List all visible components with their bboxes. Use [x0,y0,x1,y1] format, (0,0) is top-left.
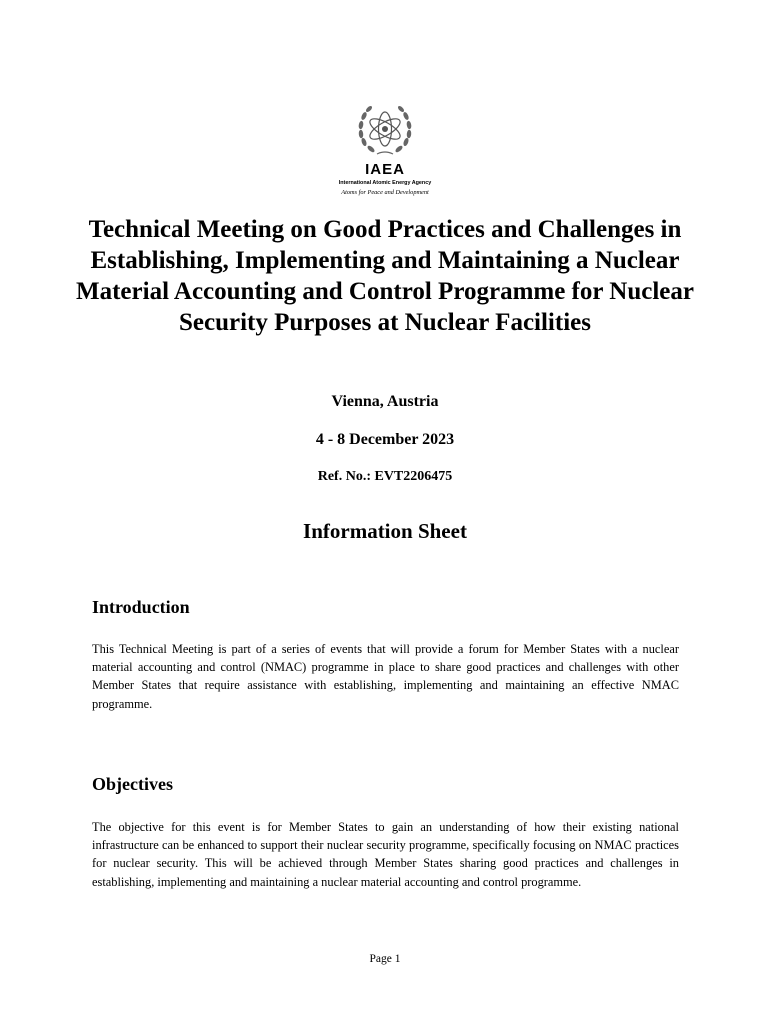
document-type-heading: Information Sheet [303,519,467,543]
meeting-dates: 4 - 8 December 2023 [315,431,455,448]
section-heading-objectives: Objectives [92,774,173,794]
section-body-objectives: The objective for this event is for Member States to gain an understanding of how their existing national infrastructure can be enhanced to support their nuclear security programme, specifically focusing on NMAC practices for nuclear security. This will be achieved through Member States sharing good practices and challenges in establishing, implementing and maintaining a nuclear material accounting and control programme. [92,820,679,889]
page-number: Page 1 [369,953,401,965]
section-body-introduction: This Technical Meeting is part of a series of events that will provide a forum for Member States with a nuclear material accounting and control (NMAC) programme in place to share good practices and challenges with other Member States that require assistance with establishing, implementing and maintaining an effective NMAC programme. [92,642,679,711]
document-title: Technical Meeting on Good Practices and Challenges in Establishing, Implementing and Maintaining a Nuclear Material Accounting and Control Programme for Nuclear Security Purposes at Nuclear Facilities [76,216,694,336]
reference-number: Ref. No.: EVT2206475 [317,469,453,484]
logo-acronym: IAEA [365,161,405,178]
meeting-venue: Vienna, Austria [331,393,439,410]
iaea-logo [0,104,770,198]
section-heading-introduction: Introduction [92,597,190,617]
logo-motto: Atoms for Peace and Development [341,189,429,196]
logo-organization-name: International Atomic Energy Agency [338,180,432,186]
iaea-emblem-icon [355,104,415,158]
